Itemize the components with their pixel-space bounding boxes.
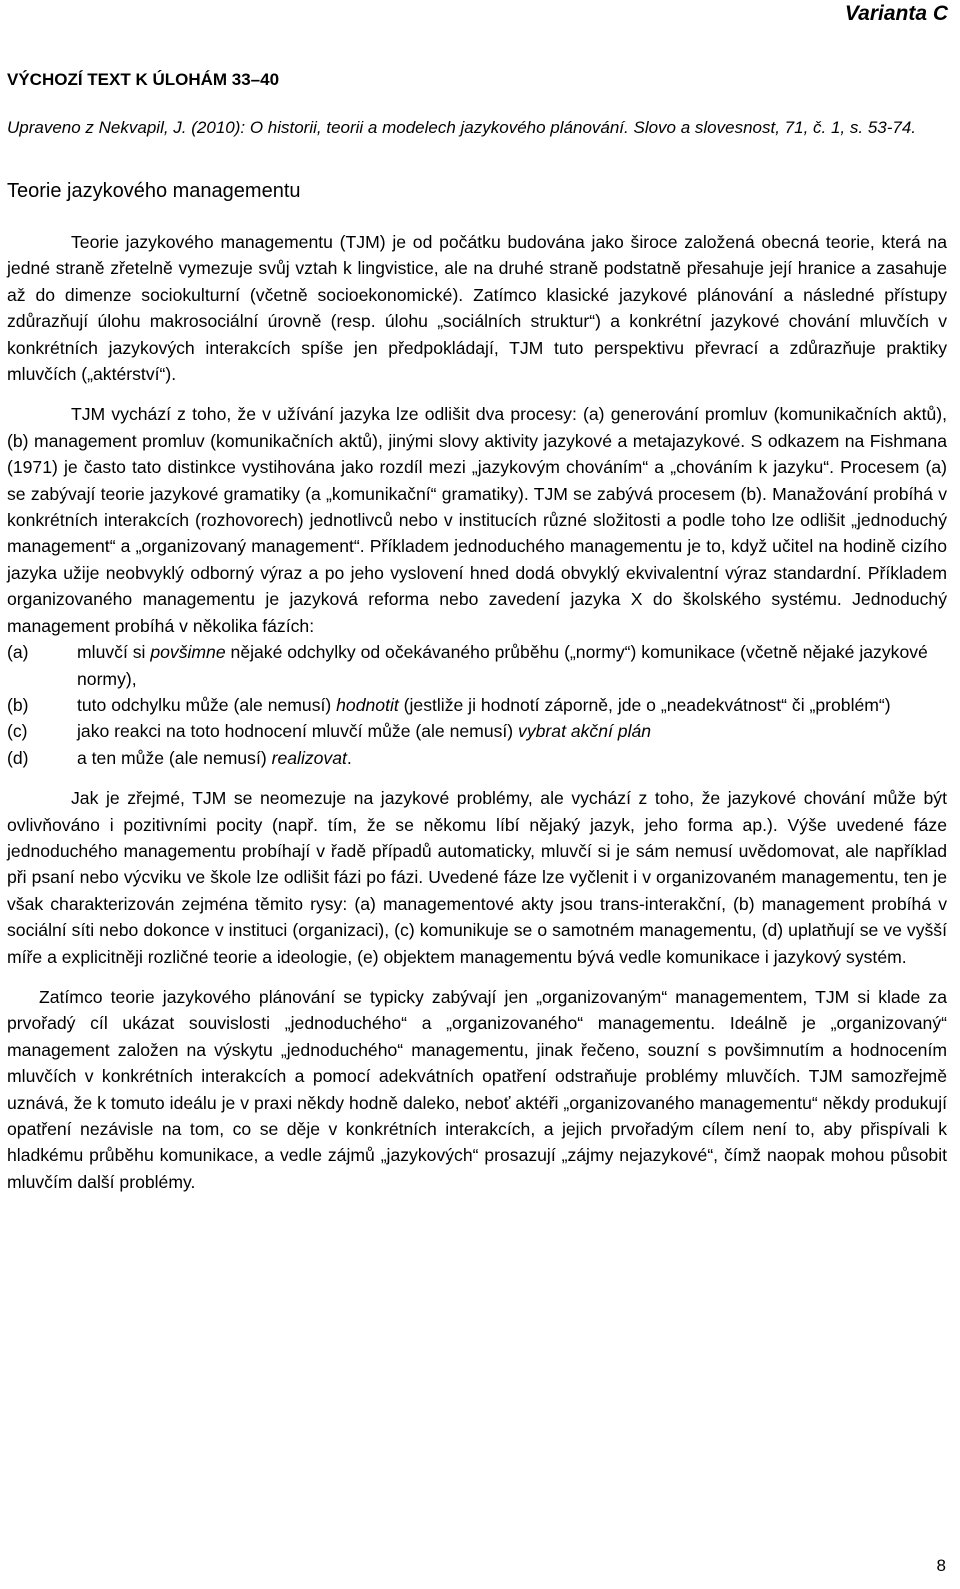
phase-item-b	[7, 692, 947, 718]
article-title: Teorie jazykového managementu	[7, 180, 301, 202]
variant-label: Varianta C	[844, 2, 948, 25]
phase-item-a	[7, 639, 947, 692]
phase-label: (c)	[7, 721, 28, 742]
phase-text: a ten může (ale nemusí) realizovat.	[77, 747, 352, 768]
article-body	[7, 229, 947, 1195]
source-citation: Upraveno z Nekvapil, J. (2010): O historii, teorii a modelech jazykového plánování. Slovo a slovesnost, 71, č. 1, s. 53-74.	[7, 118, 917, 137]
paragraph-4: Zatímco teorie jazykového plánování se typicky zabývají jen „organizovaným“ managementem, TJM si klade za prvořadý cíl ukázat souvislosti „jednoduchého“ a „organizovaného“ managementu. Ideálně je „organizovaný“ management založen na výskytu „jednoduchého“ managementu, jinak řečeno, souzní s povšimnutím a hodnocením mluvčích v konkrétních interakcích a pomocí adekvátních opatření odstraňuje problémy mluvčích. TJM samozřejmě uznává, že k tomuto ideálu je v praxi někdy hodně daleko, neboť aktéři „organizovaného managementu“ někdy produkují opatření nezávisle na tom, co se děje v konkrétních interakcích, a jejich prvořadým cílem není to, aby přispívali k hladkému průběhu komunikace, a vedle zájmů „jazykových“ prosazují „zájmy nejazykové“, čímž naopak mohou působit mluvčím další problémy.	[7, 986, 947, 1192]
section-heading: VÝCHOZÍ TEXT K ÚLOHÁM 33–40	[7, 70, 280, 89]
paragraph-2: TJM vychází z toho, že v užívání jazyka lze odlišit dva procesy: (a) generování promluv (komunikačních aktů), (b) management promluv (komunikačních aktů), jinými slovy aktivity jazykové a metajazykové. S odkazem na Fishmana (1971) je často tato distinkce vystihována jako rozdíl mezi „jazykovým chováním“ a „chováním k jazyku“. Procesem (a) se zabývají teorie jazykové gramatiky (a „komunikační“ gramatiky). TJM se zabývá procesem (b). Manažování probíhá v konkrétních interakcích (rozhovorech) jednotlivců nebo v institucích různé složitosti a podle toho lze odlišit „jednoduchý management“ a „organizovaný management“. Příkladem jednoduchého managementu je to, když učitel na hodině cizího jazyka užije neobvyklý odborný výraz a po jeho vyslovení hned dodá obvyklý ekvivalentní výraz standardní. Příkladem organizovaného managementu je jazyková reforma nebo zavedení jazyka X do školského systému. Jednoduchý management probíhá v několika fázích:	[7, 404, 947, 636]
phase-item-c	[7, 718, 947, 744]
phase-label: (a)	[7, 642, 29, 663]
phase-label: (b)	[7, 694, 29, 715]
paragraph-1: Teorie jazykového managementu (TJM) je od počátku budována jako široce založená obecná teorie, která na jedné straně zřetelně vymezuje svůj vztah k lingvistice, ale na druhé straně podstatně přesahuje její hranice a zasahuje až do dimenze sociokulturní (včetně socioekonomické). Zatímco klasické jazykové plánování a následné přístupy zdůrazňují úlohu makrosociální úrovně (resp. úlohu „sociálních struktur“) a konkrétní jazykové chování mluvčích v konkrétních jazykových interakcích spíše jen předpokládají, TJM tuto perspektivu převrací a zdůrazňuje praktiky mluvčích („aktérství“).	[7, 232, 947, 385]
paragraph-3: Jak je zřejmé, TJM se neomezuje na jazykové problémy, ale vychází z toho, že jazykové chování může být ovlivňováno i pozitivními pocity (např. tím, že se někomu líbí nějaký jazyk, jeho forma ap.). Výše uvedené fáze jednoduchého managementu probíhají v řadě případů automaticky, mluvčí si je sám nemusí uvědomovat, ale například při psaní nebo výcviku ve škole lze odlišit fázi po fázi. Uvedené fáze lze vyčlenit i v organizovaném managementu, ten je však charakterizován zejména těmito rysy: (a) managementové akty jsou trans-interakční, (b) management probíhá v sociální síti nebo dokonce v instituci (organizaci), (c) komunikuje se o samotném managementu, (d) uplatňují se ve vyšší míře a explicitněji rozličné teorie a ideologie, (e) objektem managementu bývá vedle komunikace i jazykový systém.	[7, 788, 947, 967]
phase-label: (d)	[7, 747, 29, 768]
phase-text: jako reakci na toto hodnocení mluvčí může (ale nemusí) vybrat akční plán	[77, 721, 652, 742]
phase-text: tuto odchylku může (ale nemusí) hodnotit (jestliže ji hodnotí záporně, jde o „neadekvátnost“ či „problém“)	[77, 694, 891, 715]
phase-item-d	[7, 745, 947, 771]
phase-text: mluvčí si povšimne nějaké odchylky od očekávaného průběhu („normy“) komunikace (včetně nějaké jazykové normy),	[77, 642, 928, 689]
page-number: 8	[936, 1556, 946, 1575]
